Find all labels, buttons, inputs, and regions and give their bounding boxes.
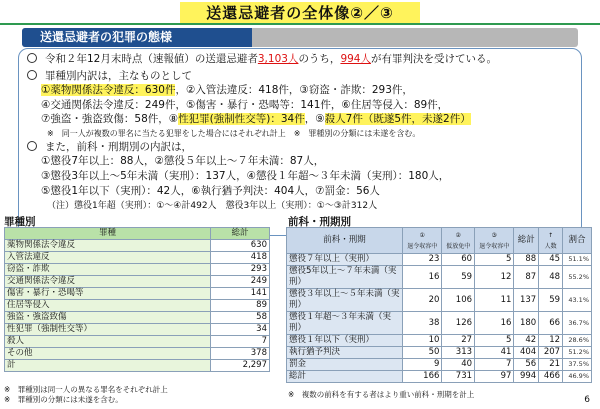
cell-value: 5 (475, 254, 514, 266)
cell-value: 16 (403, 266, 442, 289)
section-header (22, 28, 578, 47)
cell-value: 23 (403, 254, 442, 266)
cell-label: 薬物関係法令違反 (5, 240, 211, 252)
cell-value: 66 (539, 312, 563, 335)
bullet-icon (27, 141, 37, 151)
bullet-icon (27, 53, 37, 63)
cell-value: 87 (514, 266, 539, 289)
cell-label: 入管法違反 (5, 252, 211, 264)
record-note: ※ 複数の前科を有する者はより重い前科・刑期を計上 (288, 390, 475, 399)
text: 令和２年12月末時点（速報値）の送還忌避者 (45, 53, 258, 65)
summary-line-10: ⑤懲役1年以下（実刑）：42人，⑥執行猶予判決：404人，⑦罰金：56人 (41, 185, 380, 197)
page-title: 送還忌避者の全体像②／③ (180, 2, 420, 24)
record-table-label: 前科・刑期別 (288, 216, 351, 228)
column-header: 総計 (514, 228, 539, 254)
section-title: 送還忌避者の犯罪の態様 (22, 28, 252, 47)
cell-value: 404 (514, 347, 539, 359)
highlight-drugs: ①薬物関係法令違反：630件 (41, 84, 176, 96)
cell-percent: 55.2% (563, 266, 592, 289)
record-table (286, 227, 592, 383)
summary-line-7 (27, 140, 192, 154)
cell-label: 懲役１年以下（実刑） (287, 335, 403, 347)
title-underline (0, 23, 600, 25)
page-number: 6 (584, 395, 590, 405)
cell-value: 12 (539, 335, 563, 347)
table-row (5, 312, 270, 324)
cell-label: 懲役5年以上～７年未満（実刑） (287, 266, 403, 289)
table-row-total (5, 360, 270, 372)
cell-value: 97 (475, 371, 514, 383)
crime-note-2: ※ 罪種別の分類には未遂を含む。 (4, 395, 123, 404)
cell-label: 執行猶予判決 (287, 347, 403, 359)
text: ，⑨ (304, 113, 325, 125)
summary-line-4: ④交通関係法令違反：249件，⑤傷害・暴行・恐喝等：141件，⑥住居等侵入：89件， (41, 99, 449, 111)
crime-note-1: ※ 罪種別は同一人の異なる罪名をそれぞれ計上 (4, 385, 168, 394)
cell-value: 11 (475, 289, 514, 312)
cell-label: 懲役１年超～３年未満（実刑） (287, 312, 403, 335)
text: のうち， (298, 53, 341, 65)
cell-value: 9 (403, 359, 442, 371)
cell-value: 5 (475, 335, 514, 347)
cell-label: 殺人 (5, 336, 211, 348)
table-row (5, 288, 270, 300)
cell-value: 40 (442, 359, 475, 371)
cell-value: 89 (211, 300, 270, 312)
text: が有罪判決を受けている。 (370, 53, 497, 65)
cell-value: 60 (442, 254, 475, 266)
cell-value: 731 (442, 371, 475, 383)
highlight-sex-crime: 性犯罪(強制性交等)：34件 (178, 113, 305, 125)
cell-value: 58 (211, 312, 270, 324)
cell-percent: 43.1% (563, 289, 592, 312)
table-row (287, 312, 592, 335)
table-header-row (287, 228, 592, 254)
cell-label: 懲役７年以上（実刑） (287, 254, 403, 266)
cell-value: 630 (211, 240, 270, 252)
summary-line-9: ③懲役3年以上～5年未満（実刑）：137人，④懲役１年超～３年未満（実刑）：180人， (41, 170, 450, 182)
table-row (5, 264, 270, 276)
summary-line-8: ①懲役7年以上：88人，②懲役５年以上～７年未満：87人， (41, 155, 325, 167)
summary-line-2 (27, 69, 192, 83)
cell-value: 7 (211, 336, 270, 348)
table-row (5, 276, 270, 288)
table-row (5, 240, 270, 252)
column-header: 罪種 (5, 228, 211, 240)
cell-value: 249 (211, 276, 270, 288)
table-row (287, 335, 592, 347)
cell-percent: 37.5% (563, 359, 592, 371)
cell-value: 34 (211, 324, 270, 336)
cell-value: 141 (211, 288, 270, 300)
cell-value: 56 (514, 359, 539, 371)
total-evaders: 3,103人 (257, 53, 299, 65)
cell-percent: 28.6% (563, 335, 592, 347)
cell-value: 12 (475, 266, 514, 289)
cell-percent: 36.7% (563, 312, 592, 335)
cell-value: 45 (539, 254, 563, 266)
text: ，②入管法違反：418件，③窃盗・詐欺：293件， (175, 84, 413, 96)
cell-value: 88 (514, 254, 539, 266)
highlight-murder: 殺人7件（既遂5件，未遂2件） (324, 113, 471, 125)
cell-value: 180 (514, 312, 539, 335)
cell-value: 59 (539, 289, 563, 312)
cell-label: 交通関係法令違反 (5, 276, 211, 288)
table-row (5, 252, 270, 264)
cell-value: 7 (475, 359, 514, 371)
cell-value: 126 (442, 312, 475, 335)
cell-label: 窃盗・詐欺 (5, 264, 211, 276)
cell-percent: 51.2% (563, 347, 592, 359)
summary-line-3 (41, 83, 413, 97)
summary-box (18, 48, 582, 236)
cell-value: 313 (442, 347, 475, 359)
cell-value: 994 (514, 371, 539, 383)
cell-percent: 46.9% (563, 371, 592, 383)
table-row (5, 348, 270, 360)
cell-value: 59 (442, 266, 475, 289)
cell-label: 懲役３年以上～５年未満（実刑） (287, 289, 403, 312)
cell-value: 48 (539, 266, 563, 289)
table-row (5, 300, 270, 312)
cell-value: 27 (442, 335, 475, 347)
cell-value: 21 (539, 359, 563, 371)
table-header-row (5, 228, 270, 240)
table-row (287, 266, 592, 289)
cell-value: 20 (403, 289, 442, 312)
summary-line-11: （注）懲役1年超（実刑）：①～④計492人 懲役3年以上（実刑）：①～③計312人 (47, 201, 378, 211)
table-row (287, 289, 592, 312)
cell-percent: 51.1% (563, 254, 592, 266)
crime-table-label: 罪種別 (4, 216, 36, 228)
cell-value: 106 (442, 289, 475, 312)
table-row (287, 359, 592, 371)
cell-value: 42 (514, 335, 539, 347)
cell-value: 466 (539, 371, 563, 383)
table-row (5, 336, 270, 348)
cell-label: 総計 (287, 371, 403, 383)
cell-value: 166 (403, 371, 442, 383)
cell-label: その他 (5, 348, 211, 360)
cell-label: 傷害・暴行・恐喝等 (5, 288, 211, 300)
column-header: ① 退令収容中 (403, 228, 442, 254)
text: ⑦強盗・強盗致傷：58件，⑧ (41, 113, 179, 125)
column-header: 総計 (211, 228, 270, 240)
cell-value: 50 (403, 347, 442, 359)
cell-label: 性犯罪（強制性交等） (5, 324, 211, 336)
text: 罪種別内訳は，主なものとして (45, 70, 192, 82)
column-header: ↑ 人数 (539, 228, 563, 254)
cell-value: 418 (211, 252, 270, 264)
column-header: 前科・刑期 (287, 228, 403, 254)
cell-label: 住居等侵入 (5, 300, 211, 312)
cell-label: 計 (5, 360, 211, 372)
column-header: ② 仮放免中 (442, 228, 475, 254)
column-header: 割合 (563, 228, 592, 254)
cell-value: 16 (475, 312, 514, 335)
text: また，前科・刑期別の内訳は， (45, 141, 192, 153)
cell-value: 2,297 (211, 360, 270, 372)
cell-label: 強盗・強盗致傷 (5, 312, 211, 324)
cell-value: 137 (514, 289, 539, 312)
cell-value: 207 (539, 347, 563, 359)
cell-value: 293 (211, 264, 270, 276)
cell-label: 罰金 (287, 359, 403, 371)
table-row (287, 254, 592, 266)
summary-line-5 (41, 112, 471, 126)
convicted-count: 994人 (340, 53, 371, 65)
table-row (287, 347, 592, 359)
cell-value: 38 (403, 312, 442, 335)
table-row (5, 324, 270, 336)
table-row-total (287, 371, 592, 383)
column-header: ③ 退令収容中 (475, 228, 514, 254)
cell-value: 10 (403, 335, 442, 347)
summary-note: ※ 同一人が複数の罪名に当たる犯罪をした場合にはそれぞれ計上 ※ 罪種別の分類には未遂を含む。 (47, 129, 421, 138)
cell-value: 378 (211, 348, 270, 360)
bullet-icon (27, 70, 37, 80)
crime-table (4, 227, 270, 372)
cell-value: 41 (475, 347, 514, 359)
summary-line-1 (27, 52, 497, 66)
title-bar (0, 2, 600, 26)
